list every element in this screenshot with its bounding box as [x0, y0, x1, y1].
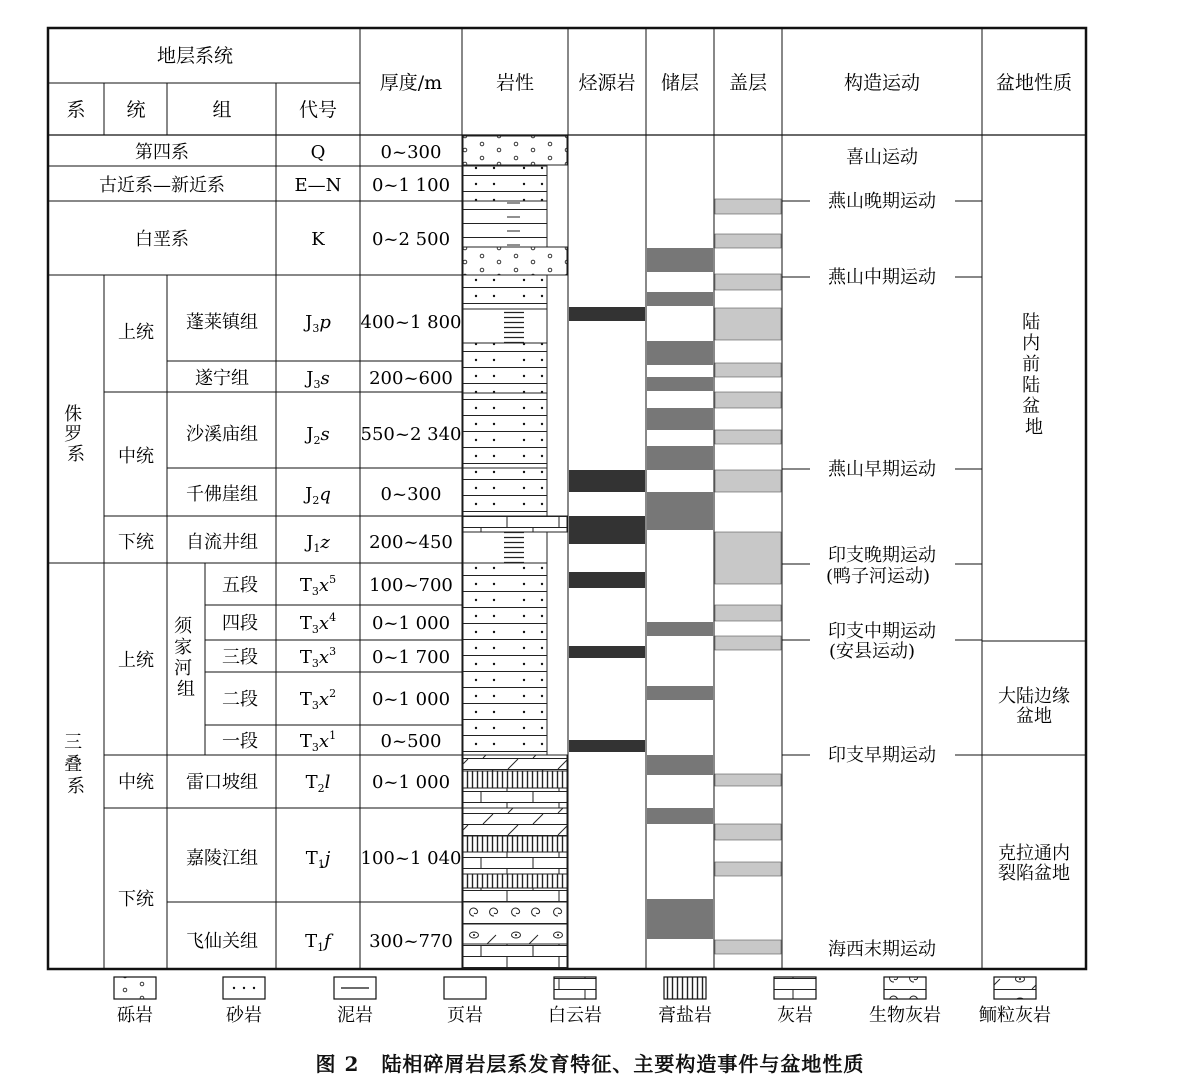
formation-code: [303, 484, 331, 507]
system-name: 白垩系: [135, 229, 189, 250]
tectonic-event-label: 印支早期运动: [828, 745, 936, 766]
legend-swatch-conglomerate: [114, 977, 156, 999]
shale-bed: [463, 309, 547, 343]
code-sup: 4: [329, 611, 337, 624]
caprock-bed: [715, 234, 781, 248]
member-code: [300, 687, 336, 712]
code-base: T: [299, 575, 312, 596]
caprock-bed: [715, 636, 781, 650]
conglomerate-bed: [463, 136, 567, 165]
system-code: Q: [310, 142, 326, 163]
basin-type-label: 大陆边缘: [998, 686, 1070, 707]
formation-char: 须: [174, 616, 193, 637]
system-char: 侏: [64, 404, 83, 425]
formation-char: 河: [174, 658, 193, 679]
shale-bed: [463, 532, 547, 563]
limestone-bed: [463, 888, 567, 902]
series-label: 上统: [118, 650, 154, 671]
gypsum-bed: [463, 836, 567, 852]
code-sub: 2: [313, 434, 321, 447]
basin-char: 内: [1022, 333, 1041, 354]
source-rock-bed: [569, 307, 645, 321]
system-name: 第四系: [135, 142, 189, 163]
source-rock-bed: [569, 740, 645, 752]
formation-thickness: 200~450: [369, 532, 453, 553]
header-series: 统: [126, 99, 146, 121]
code-base: J: [306, 424, 314, 445]
tectonic-event-label: 燕山早期运动: [828, 459, 936, 480]
header-thickness: 厚度/m: [379, 72, 443, 94]
member-code: [300, 729, 336, 754]
formation-thickness: 100~1 040: [360, 848, 462, 869]
formation-code: [304, 424, 329, 447]
formation-name: 千佛崖组: [186, 484, 258, 505]
formation-code: [304, 368, 329, 391]
header-reservoir: 储层: [660, 72, 700, 94]
caprock-bed: [715, 605, 781, 621]
legend-swatch-oolitic-limestone: [994, 977, 1036, 999]
source-rock-bed: [569, 470, 645, 492]
member-thickness: 0~1 000: [371, 613, 451, 634]
code-sub: 3: [311, 657, 319, 670]
jurassic-system-label: [64, 404, 88, 465]
source-rock-column: [569, 307, 645, 752]
header-system: 系: [66, 99, 86, 121]
reservoir-bed: [647, 899, 713, 939]
triassic-section: [64, 573, 461, 954]
code-base: T: [305, 772, 318, 793]
code-sub: 3: [311, 741, 319, 754]
system-char: 三: [64, 732, 83, 753]
formation-name: 自流井组: [186, 532, 258, 553]
header-basin: 盆地性质: [995, 72, 1073, 94]
mudstone-bed: [463, 201, 547, 247]
series-label: 下统: [118, 889, 154, 910]
code-base: J: [306, 368, 314, 389]
source-rock-bed: [569, 572, 645, 588]
formation-code: [306, 848, 331, 871]
legend-swatch-shale: [444, 977, 486, 999]
legend-swatch-dolomite: [554, 977, 596, 999]
code-sub: 3: [311, 699, 319, 712]
formation-name: 沙溪庙组: [186, 424, 258, 445]
code-letter: x: [318, 575, 330, 596]
legend-label: 鲕粒灰岩: [979, 1005, 1051, 1026]
formation-thickness: 400~1 800: [360, 312, 462, 333]
reservoir-bed: [647, 408, 713, 430]
reservoir-bed: [647, 341, 713, 365]
code-letter: l: [324, 772, 331, 793]
series-label: 中统: [118, 772, 154, 793]
system-code: E—N: [294, 175, 342, 196]
dolomite-bed: [463, 755, 567, 771]
code-base: T: [305, 848, 318, 869]
member-thickness: 0~1 000: [371, 689, 451, 710]
legend-label: 白云岩: [548, 1005, 602, 1026]
tectonic-event-label: 喜山运动: [846, 147, 918, 168]
legend-label: 灰岩: [777, 1005, 813, 1026]
member-thickness: 0~1 700: [371, 647, 451, 668]
reservoir-bed: [647, 292, 713, 306]
caprock-bed: [715, 392, 781, 408]
code-sub: 3: [313, 378, 321, 391]
basin-types: [998, 312, 1070, 884]
tectonic-events: [782, 147, 982, 960]
reservoir-bed: [647, 248, 713, 272]
system-char: 叠: [64, 754, 83, 775]
system-thickness: 0~2 500: [371, 229, 451, 250]
basin-type-label: 裂陷盆地: [998, 863, 1070, 884]
formation-name: 嘉陵江组: [186, 848, 258, 869]
caprock-bed: [715, 774, 781, 786]
tectonic-event-label: 海西末期运动: [828, 939, 936, 960]
limestone-bed: [463, 852, 567, 874]
code-letter: z: [320, 532, 330, 553]
basin-char: 陆: [1022, 375, 1041, 396]
limestone-bed: [463, 944, 567, 968]
legend-label: 砾岩: [117, 1005, 153, 1026]
formation-thickness: 550~2 340: [360, 424, 462, 445]
system-thickness: 0~300: [380, 142, 442, 163]
formation-name: 蓬莱镇组: [186, 312, 258, 333]
code-letter: f: [324, 931, 331, 952]
code-base: J: [306, 532, 314, 553]
member-code: [300, 573, 336, 598]
dolomite-bed: [463, 808, 567, 836]
caprock-bed: [715, 363, 781, 377]
basin-type-label: 克拉通内: [998, 843, 1070, 864]
legend-label: 砂岩: [226, 1005, 262, 1026]
member-name: 一段: [222, 731, 258, 752]
legend-dot: [253, 987, 255, 989]
sandstone-bed: [463, 563, 547, 755]
tectonic-event-label: 印支晚期运动: [828, 545, 936, 566]
reservoir-bed: [647, 492, 713, 530]
member-thickness: 100~700: [369, 575, 453, 596]
code-letter: x: [318, 647, 330, 668]
figure-number: 图 2: [315, 1052, 360, 1076]
source-rock-bed: [569, 516, 645, 544]
code-letter: s: [320, 368, 330, 389]
formation-code: [304, 532, 330, 555]
code-letter: x: [318, 689, 330, 710]
reservoir-bed: [647, 755, 713, 775]
caprock-bed: [715, 199, 781, 214]
reservoir-column: [647, 248, 713, 939]
formation-code: [305, 931, 334, 954]
formation-code: [303, 312, 331, 335]
member-code: [300, 645, 336, 670]
member-name: 三段: [222, 647, 258, 668]
system-char: 系: [67, 776, 85, 797]
code-letter: s: [320, 424, 330, 445]
code-sup: 3: [329, 645, 337, 658]
system-code: K: [311, 229, 325, 250]
code-base: J: [305, 484, 313, 505]
code-sub: 1: [317, 941, 325, 954]
code-sup: 2: [329, 687, 337, 700]
formation-thickness: 0~1 000: [371, 772, 451, 793]
tectonic-event-label: 燕山晚期运动: [828, 191, 936, 212]
formation-thickness: 200~600: [369, 368, 453, 389]
sandstone-bed: [463, 468, 547, 516]
formation-name: 飞仙关组: [186, 931, 258, 952]
code-sub: 2: [312, 494, 320, 507]
code-sub: 1: [317, 858, 325, 871]
code-letter: x: [318, 731, 330, 752]
header-lithology: 岩性: [495, 72, 535, 94]
member-thickness: 0~500: [380, 731, 442, 752]
header-code: 代号: [298, 99, 338, 121]
legend-labels: [117, 1005, 1051, 1026]
system-char: 罗: [64, 424, 83, 445]
lithology-column: [463, 136, 567, 968]
caprock-bed: [715, 470, 781, 492]
member-code: [300, 611, 336, 636]
code-base: T: [299, 647, 312, 668]
header-caprock: 盖层: [728, 72, 768, 94]
formation-name: 遂宁组: [195, 368, 249, 389]
caprock-bed: [715, 430, 781, 444]
code-letter: p: [319, 312, 331, 333]
code-sup: 1: [329, 729, 337, 742]
sandstone-bed: [463, 343, 547, 393]
system-thickness: 0~1 100: [371, 175, 451, 196]
code-sub: 1: [313, 542, 321, 555]
source-rock-bed: [569, 646, 645, 658]
code-sub: 2: [317, 782, 325, 795]
code-letter: q: [319, 484, 331, 505]
member-name: 四段: [222, 613, 258, 634]
caprock-bed: [715, 862, 781, 876]
caprock-bed: [715, 824, 781, 840]
tectonic-event-label: 印支中期运动: [828, 621, 936, 642]
legend-label: 膏盐岩: [658, 1005, 712, 1026]
tectonic-event-label: 燕山中期运动: [828, 267, 936, 288]
legend-swatch-bioclastic-limestone: [884, 977, 926, 999]
header-strata-system: 地层系统: [156, 45, 234, 67]
legend-dot: [243, 987, 245, 989]
series-label: 上统: [118, 322, 154, 343]
code-letter: j: [324, 848, 331, 869]
caprock-bed: [715, 940, 781, 954]
caprock-bed: [715, 308, 781, 340]
system-char: 系: [67, 444, 85, 465]
header-formation: 组: [212, 99, 232, 121]
caprock-bed: [715, 532, 781, 584]
formation-thickness: 0~300: [380, 484, 442, 505]
formation-name: 雷口坡组: [186, 772, 258, 793]
figure-caption: [0, 1048, 1202, 1077]
code-base: T: [299, 613, 312, 634]
tectonic-event-sublabel: (安县运动): [828, 641, 916, 662]
upper-systems: [99, 142, 450, 250]
system-name: 古近系—新近系: [99, 175, 225, 196]
series-label: 下统: [118, 532, 154, 553]
legend-dot: [233, 987, 235, 989]
jurassic-section: [64, 312, 461, 555]
code-sup: 5: [329, 573, 337, 586]
code-letter: x: [318, 613, 330, 634]
formation-char: 组: [177, 679, 195, 700]
code-base: J: [305, 312, 313, 333]
code-base: T: [305, 931, 318, 952]
bioclastic-limestone-bed: [463, 902, 567, 924]
sandstone-bed: [463, 393, 547, 468]
legend-swatch-gypsum: [664, 977, 706, 999]
legend-swatch-limestone: [774, 977, 816, 999]
member-name: 二段: [222, 689, 258, 710]
basin-type-label: [1022, 312, 1046, 438]
figure-title: 陆相碎屑岩层系发育特征、主要构造事件与盆地性质: [381, 1052, 865, 1076]
reservoir-bed: [647, 686, 713, 700]
sandstone-bed: [463, 275, 547, 309]
member-name: 五段: [222, 575, 258, 596]
limestone-bed: [463, 516, 567, 532]
caprock-column: [715, 199, 781, 954]
basin-type-label: 盆地: [1016, 706, 1052, 727]
header-tectonics: 构造运动: [843, 72, 921, 94]
gypsum-bed: [463, 874, 567, 888]
sandstone-bed: [463, 166, 547, 201]
legend: [114, 977, 1036, 999]
legend-label: 页岩: [447, 1005, 483, 1026]
oolitic-limestone-bed: [463, 924, 567, 944]
tectonic-event-sublabel: (鸭子河运动): [825, 566, 931, 587]
code-base: T: [299, 689, 312, 710]
code-sub: 3: [311, 585, 319, 598]
basin-char: 盆: [1022, 396, 1041, 417]
series-label: 中统: [118, 446, 154, 467]
formation-code: [306, 772, 331, 795]
formation-thickness: 300~770: [369, 931, 453, 952]
xujiahe-formation-label: [174, 616, 198, 700]
code-base: T: [299, 731, 312, 752]
basin-char: 地: [1025, 417, 1043, 438]
basin-char: 陆: [1022, 312, 1041, 333]
reservoir-bed: [647, 377, 713, 391]
conglomerate-bed: [463, 247, 567, 275]
basin-char: 前: [1022, 354, 1041, 375]
gypsum-bed: [463, 771, 567, 788]
header-source-rock: 烃源岩: [578, 72, 636, 94]
triassic-system-label: [64, 732, 88, 797]
code-sub: 3: [312, 322, 320, 335]
legend-label: 生物灰岩: [869, 1005, 941, 1026]
reservoir-bed: [647, 622, 713, 636]
reservoir-bed: [647, 808, 713, 824]
limestone-bed: [463, 788, 567, 808]
caprock-bed: [715, 274, 781, 290]
code-sub: 3: [311, 623, 319, 636]
legend-label: 泥岩: [337, 1005, 373, 1026]
formation-char: 家: [174, 637, 193, 658]
reservoir-bed: [647, 446, 713, 470]
